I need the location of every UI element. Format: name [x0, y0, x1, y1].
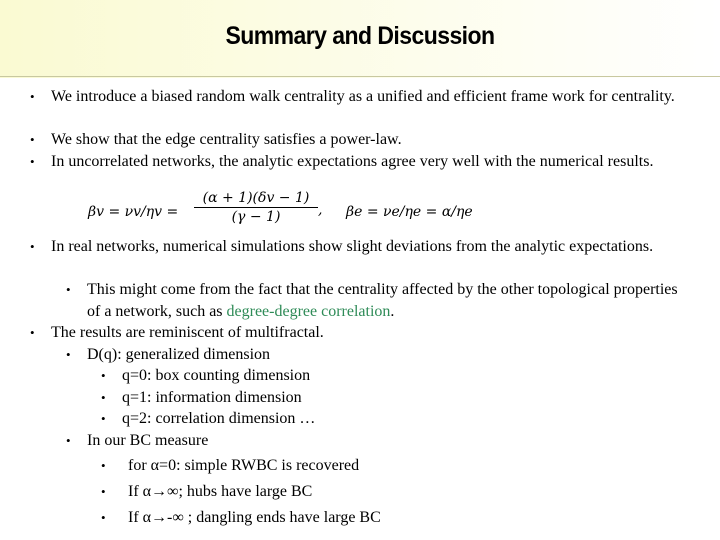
bullet-icon: • — [101, 389, 106, 405]
sub-sub-bullet-item — [101, 387, 661, 409]
formula-image — [88, 190, 508, 230]
formula-denominator: (γ − 1) — [231, 209, 281, 225]
bullet-text: We show that the edge centrality satisfies a power-law. — [51, 131, 402, 148]
sub-sub-bullet-item — [101, 365, 661, 387]
bullet-item — [30, 151, 690, 173]
bullet-icon: • — [66, 282, 71, 297]
bullet-text: In uncorrelated networks, the analytic expectations agree very well with the numerical results. — [51, 152, 654, 170]
bullet-text: If α→-∞ ; dangling ends have large BC — [128, 509, 381, 526]
bullet-icon: • — [30, 239, 35, 254]
bullet-icon: • — [101, 484, 106, 499]
formula-beta-e: βe = νe/ηe = α/ηe — [346, 204, 473, 220]
formula-comma: , — [318, 202, 323, 218]
bullet-icon: • — [101, 368, 106, 383]
bullet-icon: • — [101, 510, 106, 525]
bullet-item — [30, 236, 690, 258]
bullet-text: In our BC measure — [87, 431, 209, 449]
bullet-icon: • — [101, 411, 106, 426]
bullet-icon: • — [66, 346, 71, 362]
sub-bullet-item — [66, 430, 690, 452]
bullet-icon: • — [30, 89, 35, 104]
highlight-term: degree-degree correlation — [226, 302, 391, 320]
sub-bullet-item — [66, 344, 690, 366]
formula-numerator: (α + 1)(δv − 1) — [194, 190, 318, 208]
sub-sub-bullet-item — [101, 481, 661, 503]
bullet-icon: • — [30, 132, 35, 147]
bullet-item — [30, 322, 690, 344]
bullet-text: The results are reminiscent of multifractal. — [51, 324, 324, 341]
bullet-text: In real networks, numerical simulations show slight deviations from the analytic expectations. — [51, 238, 654, 255]
bullet-text: q=0: box counting dimension — [122, 367, 311, 384]
bullet-icon: • — [101, 458, 106, 473]
bullet-text: q=2: correlation dimension … — [122, 410, 316, 427]
bullet-text: q=1: information dimension — [122, 388, 302, 406]
bullet-icon: • — [30, 153, 35, 169]
sub-sub-bullet-item — [101, 455, 661, 477]
bullet-icon: • — [66, 432, 71, 448]
title-divider — [0, 76, 720, 77]
bullet-text: for α=0: simple RWBC is recovered — [128, 457, 360, 474]
sub-sub-bullet-item — [101, 408, 661, 430]
bullet-text: This might come from the fact that the centrality affected by the other topological properties of a network, such as degree-degree correlation. — [87, 281, 678, 320]
bullet-text: If α→∞; hubs have large BC — [128, 483, 313, 500]
bullet-icon: • — [30, 325, 35, 340]
bullet-item — [30, 86, 690, 108]
formula-beta-v: βv = νv/ηv = — [88, 204, 179, 220]
formula-fraction — [194, 190, 318, 225]
bullet-item — [30, 129, 690, 151]
sub-bullet-item — [66, 279, 690, 322]
sub-sub-bullet-item — [101, 507, 661, 529]
bullet-text: D(q): generalized dimension — [87, 345, 271, 363]
slide-title: Summary and Discussion — [225, 22, 495, 50]
bullet-text: We introduce a biased random walk centrality as a unified and efficient frame work for centrality. — [51, 88, 675, 105]
